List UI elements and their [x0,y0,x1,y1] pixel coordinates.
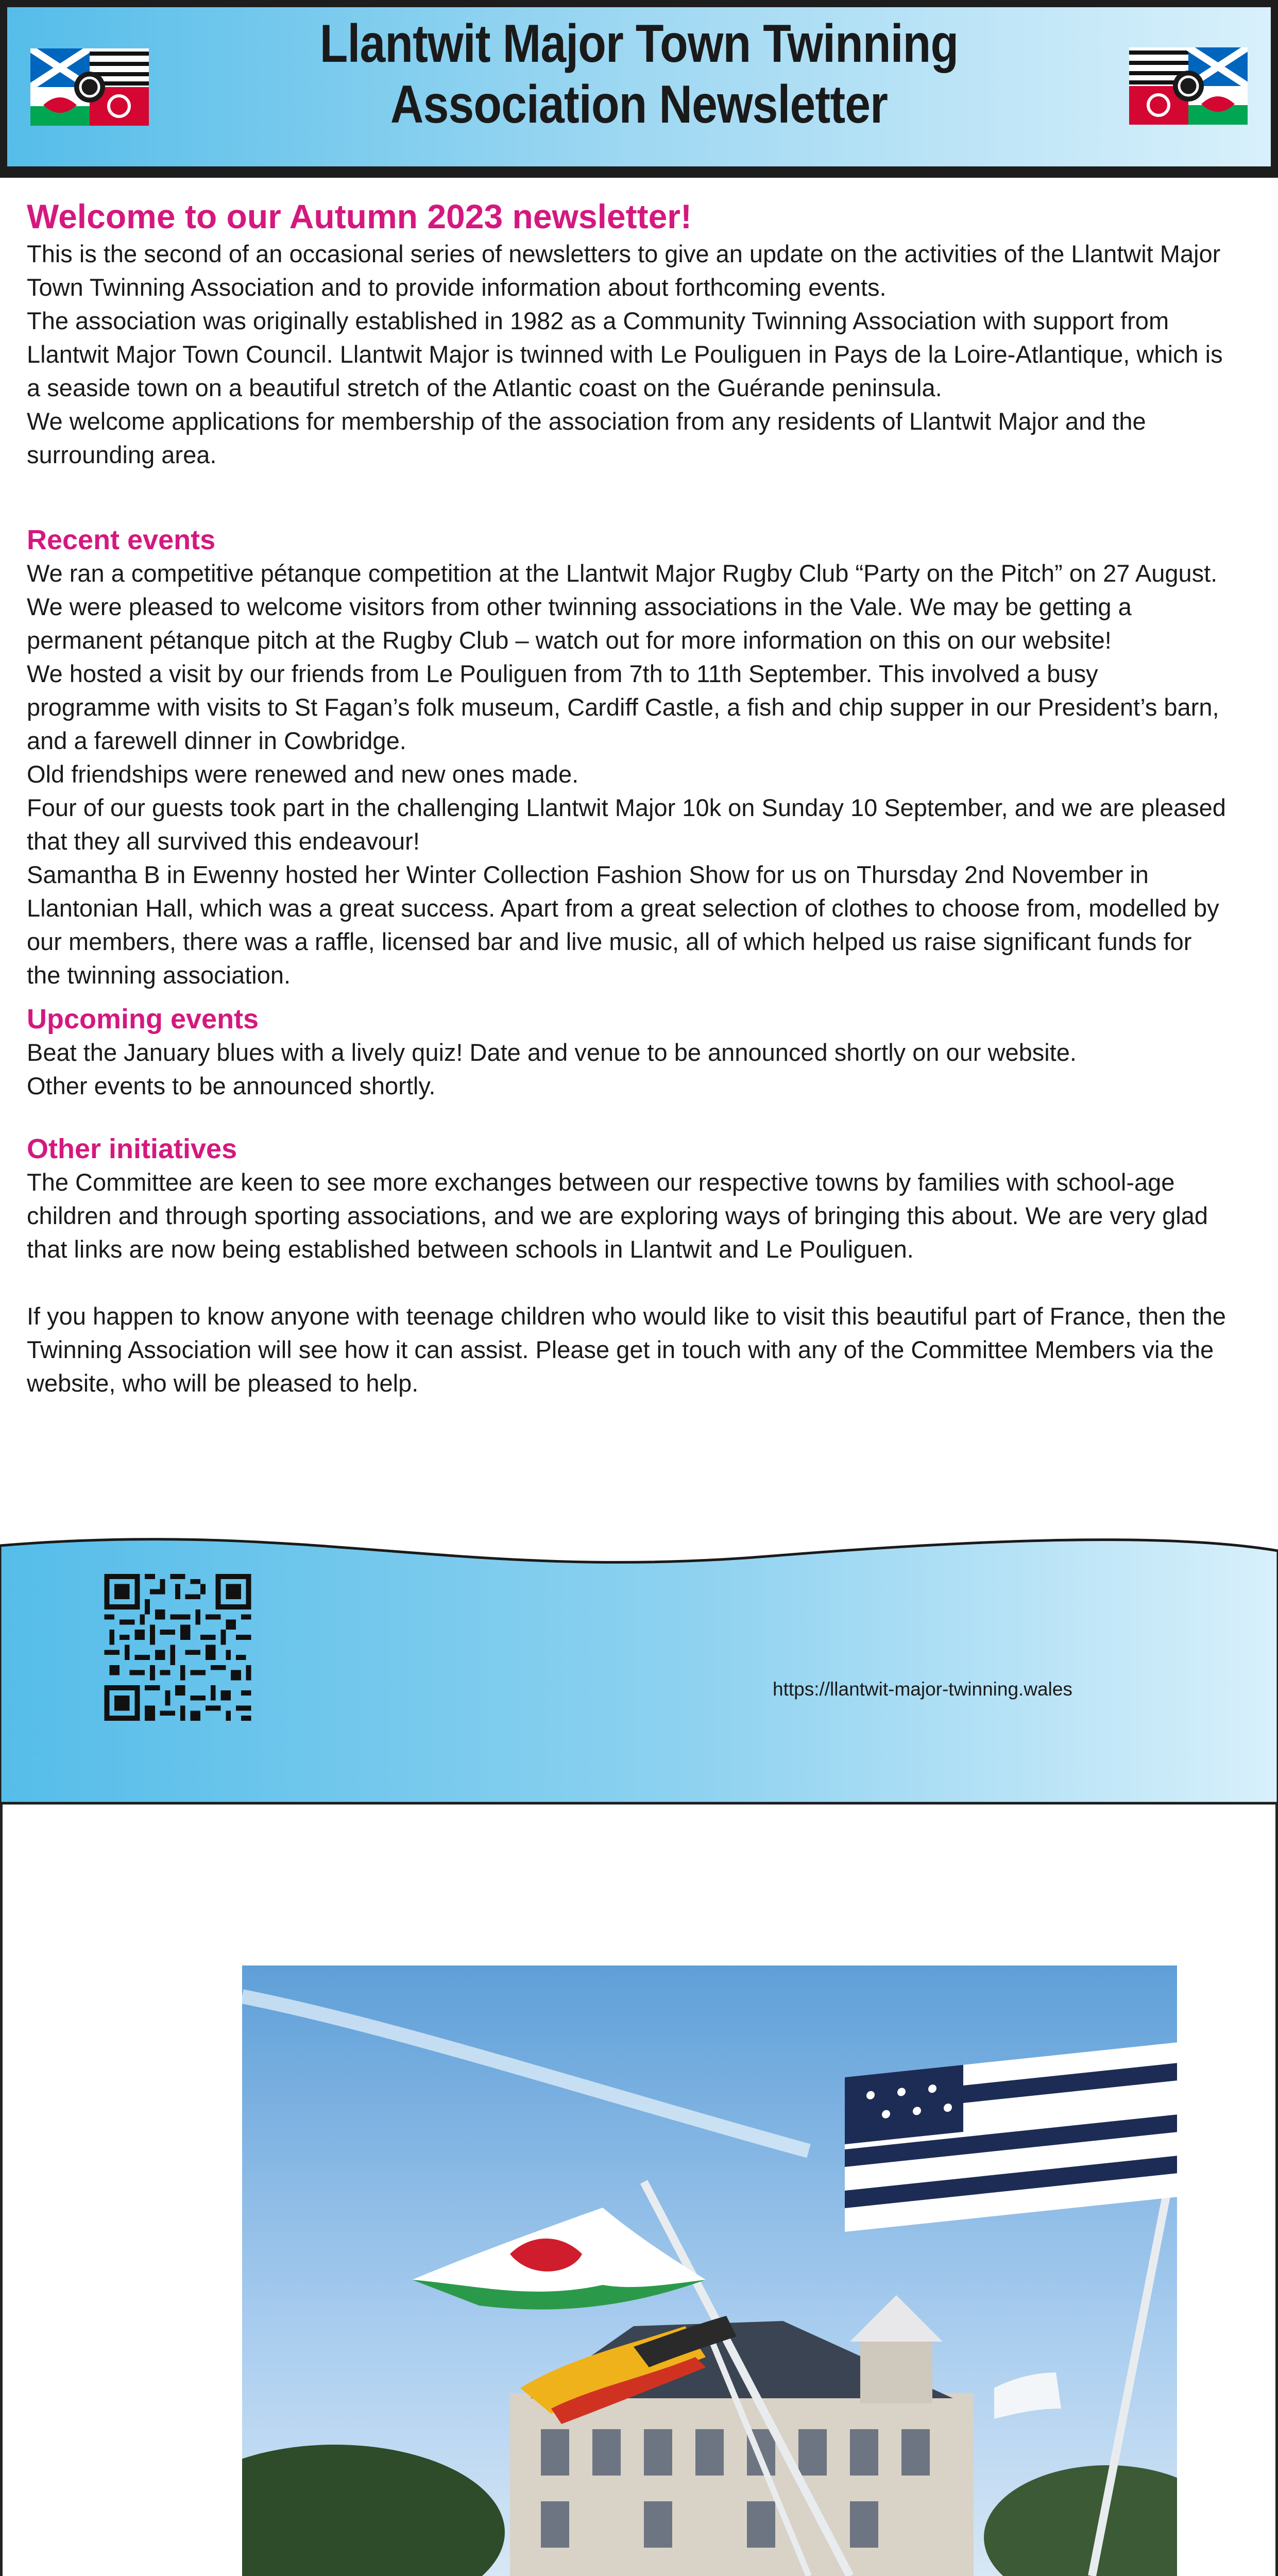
welcome-section [27,196,1227,471]
upcoming-events-heading: Upcoming events [27,1004,259,1035]
welcome-paragraph: The association was originally established in 1982 as a Community Twinning Association with support from Llantwit Major Town Council. Llantwit Major is twinned with Le Pouliguen in Pays de la Loire-Atlantique, which is a seaside town on a beautiful stretch of the Atlantic coast on the Guérande peninsula. [27,307,1223,401]
qr-code-icon[interactable] [98,1574,258,1721]
recent-events-section [27,523,1227,992]
other-initiatives-paragraph: If you happen to know anyone with teenage children who would like to visit this beautiful part of France, then the Twinning Association will see how it can assist. Please get in touch with any of the Committee Members via the website, who will be pleased to help. [27,1302,1226,1397]
other-initiatives-paragraph: The Committee are keen to see more exchanges between our respective towns by families with school-age children and through sporting associations, and we are exploring ways of bringing this about. We are very glad that links are now being established between schools in Llantwit and Le Pouliguen. [27,1168,1208,1263]
newsletter-header [0,0,1278,178]
welcome-paragraph: This is the second of an occasional series of newsletters to give an update on the activities of the Llantwit Major Town Twinning Association and to provide information about forthcoming events. [27,240,1221,301]
website-url[interactable]: https://llantwit-major-twinning.wales [773,1679,1072,1700]
other-initiatives-heading: Other initiatives [27,1133,237,1164]
recent-events-paragraph: Old friendships were renewed and new ones made. [27,760,579,788]
mairie-flags-image [242,1965,1177,2576]
welcome-heading: Welcome to our Autumn 2023 newsletter! [27,197,692,235]
recent-events-paragraph: We ran a competitive pétanque competition at the Llantwit Major Rugby Club “Party on the Pitch” on 27 August. We were pleased to welcome visitors from other twinning associations in the Vale. We may be getting a permanent pétanque pitch at the Rugby Club – watch out for more information on this on our website! [27,560,1218,654]
upcoming-events-section [27,1003,1227,1103]
upcoming-events-paragraph: Beat the January blues with a lively quiz! Date and venue to be announced shortly on our website. [27,1039,1077,1066]
recent-events-paragraph: Four of our guests took part in the challenging Llantwit Major 10k on Sunday 10 September, and we are pleased that they all survived this endeavour! [27,794,1226,855]
newsletter-title [273,13,1006,135]
website-banner-top [0,1525,1278,1808]
other-initiatives-section [27,1132,1227,1400]
title-line-2: Association Newsletter [390,75,888,134]
upcoming-events-paragraph: Other events to be announced shortly. [27,1072,436,1099]
recent-events-paragraph: We hosted a visit by our friends from Le Pouliguen from 7th to 11th September. This involved a busy programme with visits to St Fagan’s folk museum, Cardiff Castle, a fish and chip supper in our President’s barn, and a farewell dinner in Cowbridge. [27,660,1219,754]
mairie-photo [242,1965,1177,2576]
celtic-nations-flag-icon [30,48,149,126]
celtic-nations-flag-icon [1129,47,1248,125]
recent-events-paragraph: Samantha B in Ewenny hosted her Winter Collection Fashion Show for us on Thursday 2nd November in Llantonian Hall, which was a great success. Apart from a great selection of clothes to choose from, modelled by our members, there was a raffle, licensed bar and live music, all of which helped us raise significant funds for the twinning association. [27,861,1219,989]
recent-events-heading: Recent events [27,524,216,555]
title-line-1: Llantwit Major Town Twinning [319,14,959,74]
welcome-paragraph: We welcome applications for membership of the association from any residents of Llantwit Major and the surrounding area. [27,408,1146,468]
